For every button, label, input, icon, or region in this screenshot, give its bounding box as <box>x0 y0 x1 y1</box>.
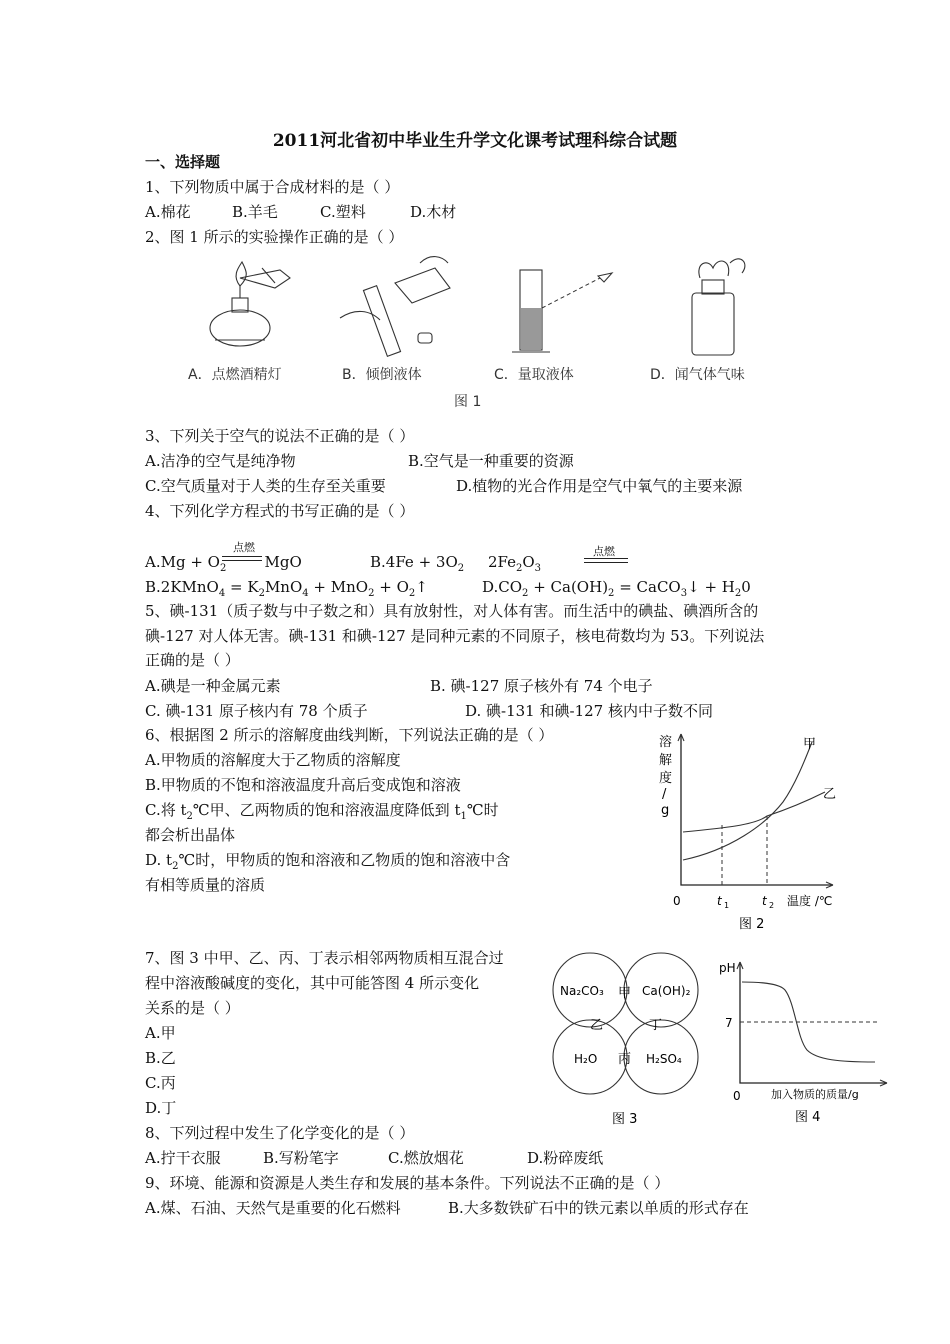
svg-text:2: 2 <box>769 901 775 910</box>
q3-stem: 3、下列关于空气的说法不正确的是（ ） <box>145 427 415 445</box>
q4-equals-line-b2 <box>584 562 628 563</box>
figure-3-circles <box>548 945 708 1130</box>
section-heading: 一、选择题 <box>145 153 221 171</box>
fig3-caoh2: Ca(OH)₂ <box>642 984 691 998</box>
q5-line2: 碘-127 对人体无害。碘-131 和碘-127 是同种元素的不同原子，核电荷数均为 53。下列说法 <box>145 627 765 645</box>
fig2-curve-jia <box>683 742 812 860</box>
q1-option-b: B.羊毛 <box>232 203 278 221</box>
q2-stem: 2、图 1 所示的实验操作正确的是（ ） <box>145 228 404 246</box>
fig3-h2o: H₂O <box>574 1052 598 1066</box>
q4-stem: 4、下列化学方程式的书写正确的是（ ） <box>145 502 415 520</box>
fig2-caption: 图 2 <box>739 917 765 932</box>
fig2-ylabel-4: / <box>662 787 667 802</box>
q3-option-b: B.空气是一种重要的资源 <box>408 452 574 470</box>
fig4-xlabel: 加入物质的质量/g <box>771 1088 859 1101</box>
q4-equals-line-b <box>584 558 628 559</box>
svg-text:1: 1 <box>724 901 730 910</box>
q4-option-c: B.2KMnO$_4$ = $K_2MnO_4 + MnO_2$ + $O_2↑$ <box>145 578 428 599</box>
q8-option-b: B.写粉笔字 <box>263 1149 339 1167</box>
q7-option-c: C.丙 <box>145 1074 176 1092</box>
pouring-illustration <box>340 257 450 357</box>
q1-option-d: D.木材 <box>410 203 457 221</box>
fig3-na2co3: Na₂CO₃ <box>560 984 604 998</box>
q9-option-a: A.煤、石油、天然气是重要的化石燃料 <box>145 1199 401 1217</box>
fig3-yi: 乙 <box>590 1018 604 1033</box>
q3-option-d: D.植物的光合作用是空气中氧气的主要来源 <box>456 477 743 495</box>
q7-option-d: D.丁 <box>145 1099 177 1117</box>
q7-line2: 程中溶液酸碱度的变化，其中可能答图 4 所示变化 <box>145 974 480 992</box>
q4-condition-b: 点燃 <box>593 545 615 558</box>
q8-option-d: D.粉碎废纸 <box>527 1149 604 1167</box>
q7-option-a: A.甲 <box>145 1024 176 1042</box>
alcohol-lamp-illustration <box>210 262 290 346</box>
q4-option-d: $D.CO_2 + Ca(OH)_2$ = CaCO$_3$↓ + $H_20$ <box>482 578 751 599</box>
fig2-t2: t <box>762 894 767 908</box>
fig1-label-c: C．量取液体 <box>494 367 574 383</box>
q8-option-a: A.拧干衣服 <box>145 1149 221 1167</box>
figure-4-ph-curve <box>715 958 895 1128</box>
q6-option-d: D. $t_2℃$时，甲物质的饱和溶液和乙物质的饱和溶液中含 <box>145 851 511 872</box>
fig1-label-b: B．倾倒液体 <box>342 367 422 383</box>
fig2-ylabel-3: 度 <box>659 771 673 786</box>
q6-option-c: C.将 $t_2℃$甲、乙两物质的饱和溶液温度降低到 $t_1℃$时 <box>145 801 499 822</box>
q1-stem: 1、下列物质中属于合成材料的是（ ） <box>145 178 400 196</box>
page-title: 2011河北省初中毕业生升学文化课考试理科综合试题 <box>272 131 678 151</box>
q4-option-b: $B.4Fe + 3O_2$ $2Fe_2O_3$ <box>370 553 542 574</box>
fig4-seven: 7 <box>725 1016 733 1030</box>
fig4-caption: 图 4 <box>795 1110 821 1125</box>
fig2-series-jia: 甲 <box>803 737 817 752</box>
q4-condition-a: 点燃 <box>233 541 255 554</box>
q5-option-a: A.碘是一种金属元素 <box>145 677 281 695</box>
q5-option-d: D. 碘-131 和碘-127 核内中子数不同 <box>465 702 713 720</box>
q5-line3: 正确的是（ ） <box>145 651 240 669</box>
q1-option-a: A.棉花 <box>145 203 191 221</box>
fig3-bing: 丙 <box>618 1052 632 1067</box>
q5-option-c: C. 碘-131 原子核内有 78 个质子 <box>145 702 368 720</box>
fig4-ylabel: pH <box>719 961 736 975</box>
fig3-jia: 甲 <box>618 986 632 1001</box>
gas-bottle-illustration <box>692 259 745 355</box>
q5-line1: 5、碘-131（质子数与中子数之和）具有放射性，对人体有害。而生活中的碘盐、碘酒所含的 <box>145 602 759 620</box>
fig2-curve-yi <box>683 792 825 832</box>
fig1-label-a: A．点燃酒精灯 <box>188 367 282 383</box>
q9-stem: 9、环境、能源和资源是人类生存和发展的基本条件。下列说法不正确的是（ ） <box>145 1174 670 1192</box>
fig1-label-d: D．闻气体气味 <box>650 367 745 383</box>
q3-option-a: A.洁净的空气是纯净物 <box>145 452 296 470</box>
q4-option-a: $A.Mg + O_2$ MgO <box>145 553 302 574</box>
figure-1 <box>180 248 790 413</box>
q7-line3: 关系的是（ ） <box>145 999 240 1017</box>
q6-stem: 6、根据图 2 所示的溶解度曲线判断，下列说法正确的是（ ） <box>145 726 554 744</box>
q7-option-b: B.乙 <box>145 1049 176 1067</box>
q6-option-a: A.甲物质的溶解度大于乙物质的溶解度 <box>145 751 401 769</box>
fig4-origin: 0 <box>733 1089 741 1103</box>
fig2-ylabel-2: 解 <box>659 753 673 768</box>
fig2-ylabel-5: g <box>661 803 670 818</box>
fig2-xlabel: 温度 /℃ <box>787 894 833 908</box>
measuring-cylinder-illustration <box>512 270 612 352</box>
q6-option-c-cont: 都会析出晶体 <box>145 826 236 844</box>
q1-option-c: C.塑料 <box>320 203 366 221</box>
q9-option-b: B.大多数铁矿石中的铁元素以单质的形式存在 <box>448 1199 749 1217</box>
q3-option-c: C.空气质量对于人类的生存至关重要 <box>145 477 386 495</box>
figure-2-solubility-curve <box>655 730 845 935</box>
fig2-ylabel-1: 溶 <box>659 735 673 750</box>
fig2-series-yi: 乙 <box>823 787 837 802</box>
fig2-t1: t <box>717 894 722 908</box>
fig2-origin: 0 <box>673 894 681 908</box>
fig3-caption: 图 3 <box>612 1112 638 1127</box>
q6-option-d-cont: 有相等质量的溶质 <box>145 876 266 894</box>
q6-option-b: B.甲物质的不饱和溶液温度升高后变成饱和溶液 <box>145 776 461 794</box>
q8-stem: 8、下列过程中发生了化学变化的是（ ） <box>145 1124 415 1142</box>
fig1-caption: 图 1 <box>454 394 482 410</box>
q8-option-c: C.燃放烟花 <box>388 1149 464 1167</box>
fig3-ding: 丁 <box>649 1018 663 1033</box>
fig3-h2so4: H₂SO₄ <box>646 1052 682 1066</box>
q7-line1: 7、图 3 中甲、乙、丙、丁表示相邻两物质相互混合过 <box>145 949 504 967</box>
q5-option-b: B. 碘-127 原子核外有 74 个电子 <box>430 677 653 695</box>
